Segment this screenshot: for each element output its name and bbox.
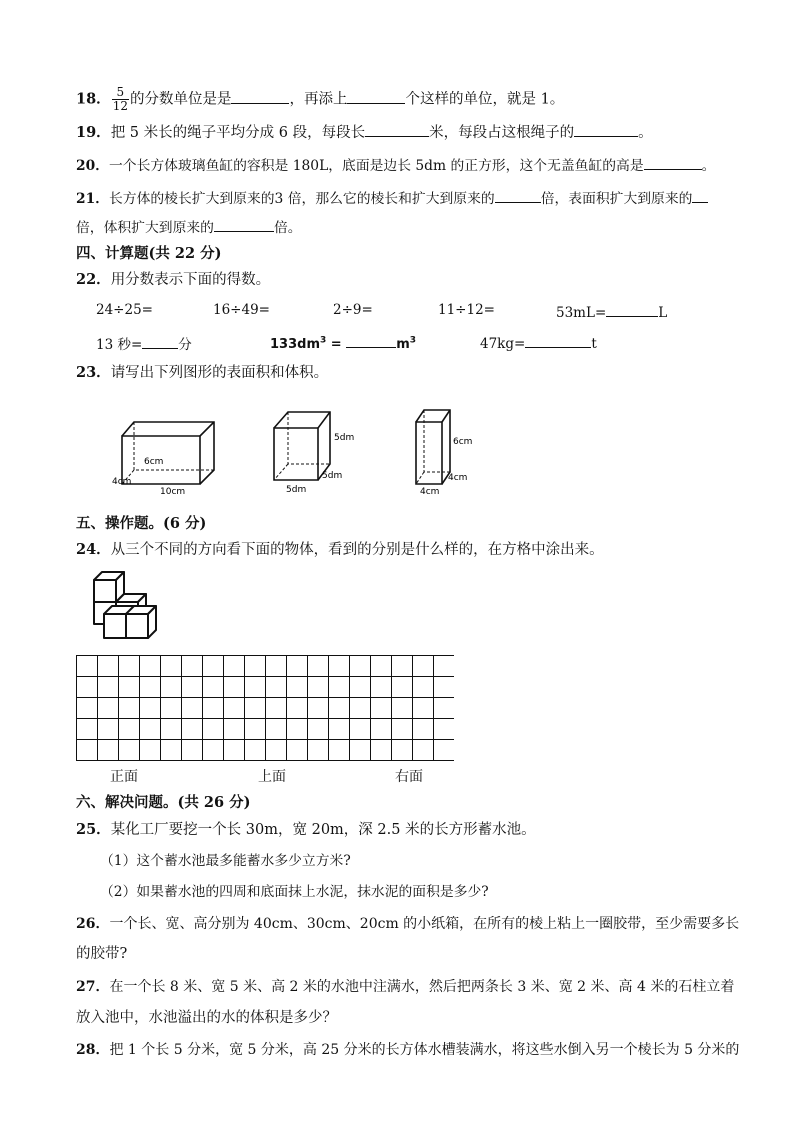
calc-text: 13 秒= (96, 337, 143, 353)
calc-item: 2÷9= (333, 302, 373, 318)
answer-blank[interactable] (347, 89, 405, 104)
question-text: 倍，表面积扩大到原来的 (540, 191, 693, 207)
section-heading-4: 四、计算题(共 22 分) (76, 245, 222, 262)
question-text: 倍，体积扩大到原来的 (76, 220, 214, 236)
cube-figure (274, 412, 330, 480)
question-27-line-1 (76, 977, 734, 997)
answer-blank[interactable] (574, 122, 638, 137)
question-text: 用分数表示下面的得数。 (110, 272, 271, 288)
stacked-cubes-figure (90, 566, 162, 644)
question-text: 个这样的单位，就是 1。 (405, 91, 565, 108)
question-21-line-1 (76, 188, 708, 209)
answer-grids[interactable] (76, 655, 454, 761)
question-number: 27． (76, 979, 110, 995)
question-19 (76, 122, 653, 143)
answer-blank[interactable] (365, 122, 429, 137)
exponent: 3 (320, 335, 327, 346)
question-text: 。 (701, 158, 716, 174)
question-text: 一个长方体玻璃鱼缸的容积是 180L，底面是边长 5dm 的正方形，这个无盖鱼缸的高是 (109, 158, 644, 174)
question-number: 25． (76, 821, 111, 838)
question-text: 的分数单位是是 (129, 91, 232, 108)
solid-figures (90, 396, 490, 506)
grid-label-front: 正面 (110, 769, 138, 785)
cuboid-figure-1 (122, 422, 214, 484)
question-number: 18． (76, 90, 111, 108)
calc-text: 53mL= (556, 305, 607, 321)
exponent: 3 (409, 335, 417, 346)
answer-blank[interactable] (606, 302, 658, 317)
question-20 (76, 155, 715, 176)
unit-text: 分 (178, 337, 192, 353)
section-heading-5: 五、操作题。(6 分) (76, 515, 207, 532)
calc-item (480, 333, 597, 352)
question-text: ，再添上 (289, 91, 348, 108)
fraction-numerator: 5 (112, 86, 129, 100)
question-22 (76, 270, 270, 290)
question-number: 20． (76, 158, 109, 174)
question-text: 把 5 米长的绳子平均分成 6 段，每段长 (110, 125, 366, 141)
question-text: 米，每段占这根绳子的 (429, 125, 575, 141)
section-heading-6: 六、解决问题。(共 26 分) (76, 794, 251, 811)
dimension-label: 6cm (144, 457, 164, 467)
question-24 (76, 540, 604, 560)
answer-blank[interactable] (231, 89, 289, 104)
question-23 (76, 363, 328, 383)
question-26-line-2: 的胶带? (76, 946, 128, 962)
unit-text: t (591, 336, 597, 352)
unit-text: m (396, 337, 410, 352)
answer-blank[interactable] (525, 333, 591, 348)
dimension-label: 4cm (112, 477, 132, 487)
cuboid-figure-3 (416, 410, 450, 484)
question-text: 某化工厂要挖一个长 30m，宽 20m，深 2.5 米的长方形蓄水池。 (110, 822, 536, 838)
dimension-label: 5dm (334, 433, 355, 443)
grid-label-right: 右面 (395, 769, 423, 785)
question-text: 在一个长 8 米、宽 5 米、高 2 米的水池中注满水，然后把两条长 3 米、宽 2 米、高 4 米的石柱立着 (109, 979, 735, 995)
answer-blank[interactable] (214, 217, 274, 232)
dimension-label: 5dm (322, 471, 343, 481)
answer-blank[interactable] (495, 188, 541, 203)
question-number: 19． (76, 124, 111, 141)
calc-item (270, 333, 416, 352)
question-21-line-2 (76, 217, 302, 238)
question-text: 从三个不同的方向看下面的物体，看到的分别是什么样的，在方格中涂出来。 (110, 542, 604, 558)
answer-blank[interactable] (142, 334, 178, 349)
calc-item (96, 333, 192, 353)
question-number: 23． (76, 364, 111, 381)
question-text: 请写出下列图形的表面积和体积。 (110, 365, 329, 381)
calc-item (556, 302, 667, 321)
answer-blank[interactable] (346, 333, 396, 348)
calc-text: = (326, 337, 342, 352)
dimension-label: 10cm (160, 487, 186, 497)
question-text: 一个长、宽、高分别为 40cm、30cm、20cm 的小纸箱，在所有的棱上粘上一圈胶带，至少需要多长 (109, 916, 740, 932)
calc-item: 11÷12= (438, 302, 495, 318)
question-18 (76, 86, 564, 113)
question-text: 长方体的棱长扩大到原来的3 倍，那么它的棱长和扩大到原来的 (109, 191, 495, 207)
dimension-label: 4cm (420, 487, 440, 497)
calc-text: 133dm (270, 337, 320, 352)
question-28-line-1 (76, 1040, 739, 1060)
dimension-label: 5dm (286, 485, 307, 495)
question-25-part-1: （1）这个蓄水池最多能蓄水多少立方米? (100, 853, 351, 869)
question-25 (76, 820, 536, 840)
question-27-line-2: 放入池中，水池溢出的水的体积是多少？ (76, 1010, 337, 1026)
fraction-denominator: 12 (112, 99, 128, 113)
question-text: 倍。 (273, 220, 302, 236)
fraction (112, 86, 129, 113)
calc-item: 16÷49= (213, 302, 270, 318)
question-number: 22． (76, 271, 111, 288)
dimension-label: 6cm (453, 437, 473, 447)
question-25-part-2: （2）如果蓄水池的四周和底面抹上水泥，抹水泥的面积是多少? (100, 884, 489, 900)
question-number: 21． (76, 191, 109, 207)
question-number: 26． (76, 916, 110, 932)
question-26-line-1 (76, 914, 739, 934)
unit-text: L (658, 305, 668, 321)
question-text: 。 (638, 125, 653, 141)
question-text: 把 1 个长 5 分米，宽 5 分米，高 25 分米的长方体水槽装满水，将这些水倒入另一个棱长为 5 分米的 (109, 1042, 740, 1058)
calc-item: 24÷25= (96, 302, 153, 318)
dimension-label: 4cm (448, 473, 468, 483)
question-number: 24． (76, 541, 111, 558)
question-number: 28． (76, 1042, 110, 1058)
calc-text: 47kg= (480, 336, 526, 352)
grid-label-top: 上面 (258, 769, 286, 785)
answer-blank[interactable] (644, 155, 702, 170)
answer-blank[interactable] (692, 188, 708, 203)
